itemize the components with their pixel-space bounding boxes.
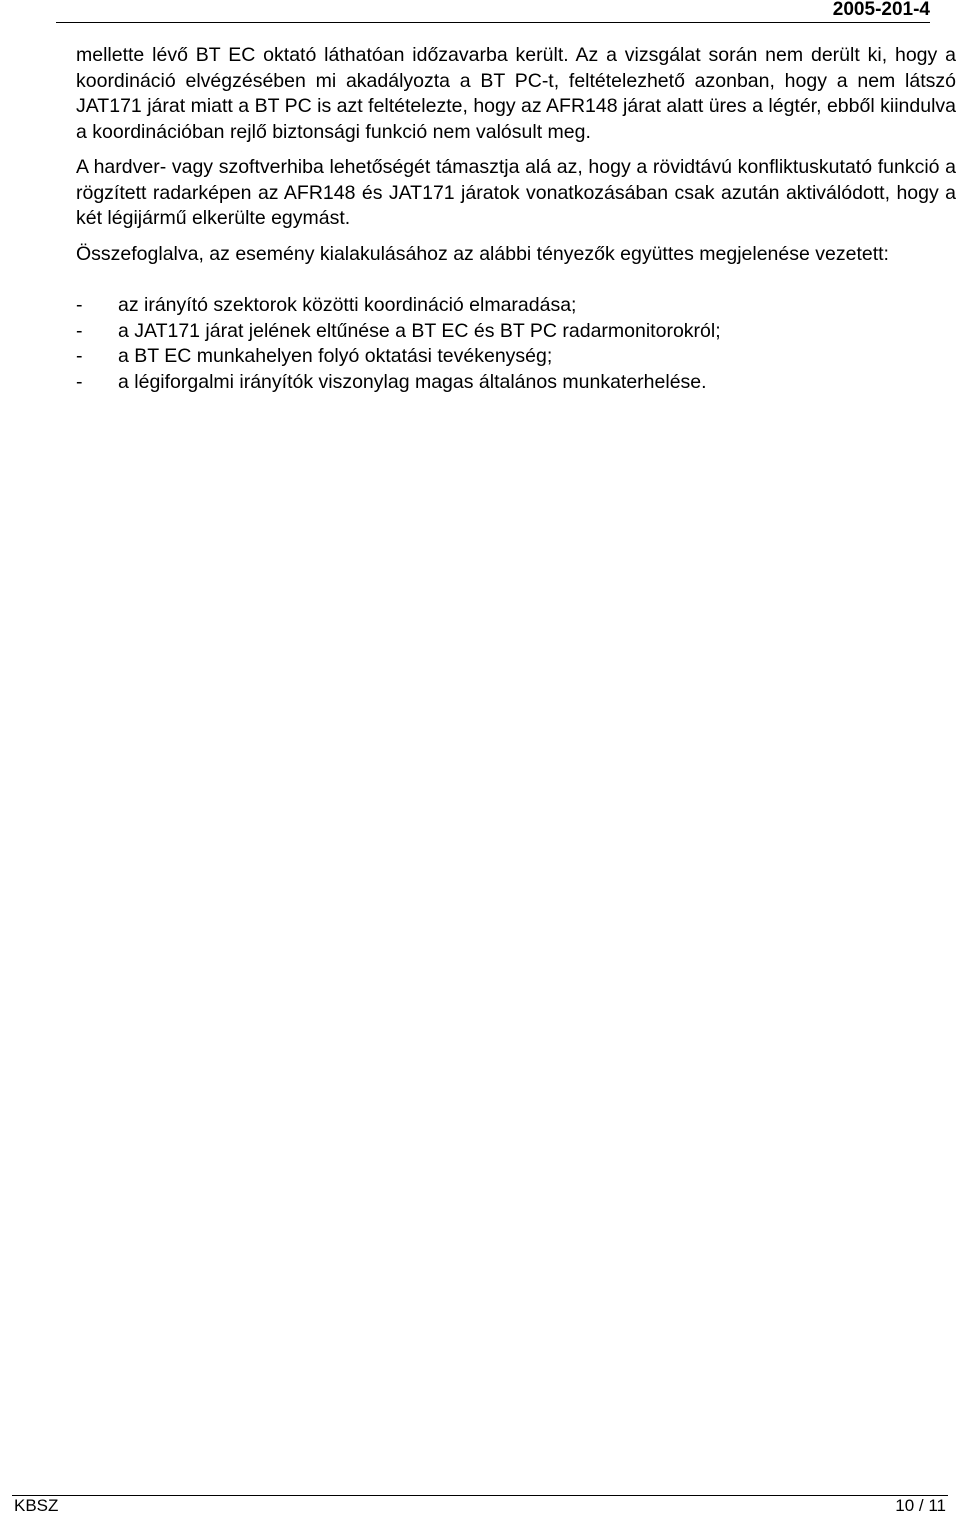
list-item bbox=[76, 370, 956, 396]
paragraph: A hardver- vagy szoftverhiba lehetőségét támasztja alá az, hogy a rövidtávú konfliktuskutató funkció a rögzített radarképen az AFR148 és JAT171 járatok vonatkozásában csak azután aktiválódott, hogy a két légijármű elkerülte egymást. bbox=[76, 156, 956, 229]
list-item-text: a JAT171 járat jelének eltűnése a BT EC és BT PC radarmonitorokról; bbox=[118, 319, 721, 342]
bullet-marker: - bbox=[76, 345, 83, 367]
list-item-text: a BT EC munkahelyen folyó oktatási tevékenység; bbox=[118, 345, 553, 367]
header-divider bbox=[56, 22, 930, 23]
factor-list bbox=[76, 293, 956, 395]
document-id: 2005-201-4 bbox=[832, 0, 930, 20]
list-item bbox=[76, 319, 956, 345]
document-body bbox=[76, 43, 956, 395]
list-item-text: az irányító szektorok közötti koordináció elmaradása; bbox=[118, 294, 577, 316]
footer-org: KBSZ bbox=[14, 1496, 59, 1515]
paragraph: mellette lévő BT EC oktató láthatóan időzavarba került. Az a vizsgálat során nem derült ki, hogy a koordináció elvégzésében mi akadályozta a BT PC-t, feltételezhető azonban, hogy a nem látszó JAT171 járat miatt a BT PC is azt feltételezte, hogy az AFR148 járat alatt üres a légtér, ebből kiindulva a koordinációban rejlő biztonsági funkció nem valósult meg. bbox=[76, 44, 956, 143]
list-item-text: a légiforgalmi irányítók viszonylag magas általános munkaterhelése. bbox=[118, 370, 707, 393]
list-item bbox=[76, 344, 956, 370]
footer-divider bbox=[12, 1495, 948, 1496]
bullet-marker: - bbox=[76, 294, 83, 316]
paragraph: Összefoglalva, az esemény kialakulásához az alábbi tényezők együttes megjelenése vezetett: bbox=[76, 242, 889, 265]
list-item bbox=[76, 293, 956, 319]
bullet-marker: - bbox=[76, 370, 83, 393]
page-number: 10 / 11 bbox=[895, 1496, 946, 1515]
bullet-marker: - bbox=[76, 319, 83, 342]
